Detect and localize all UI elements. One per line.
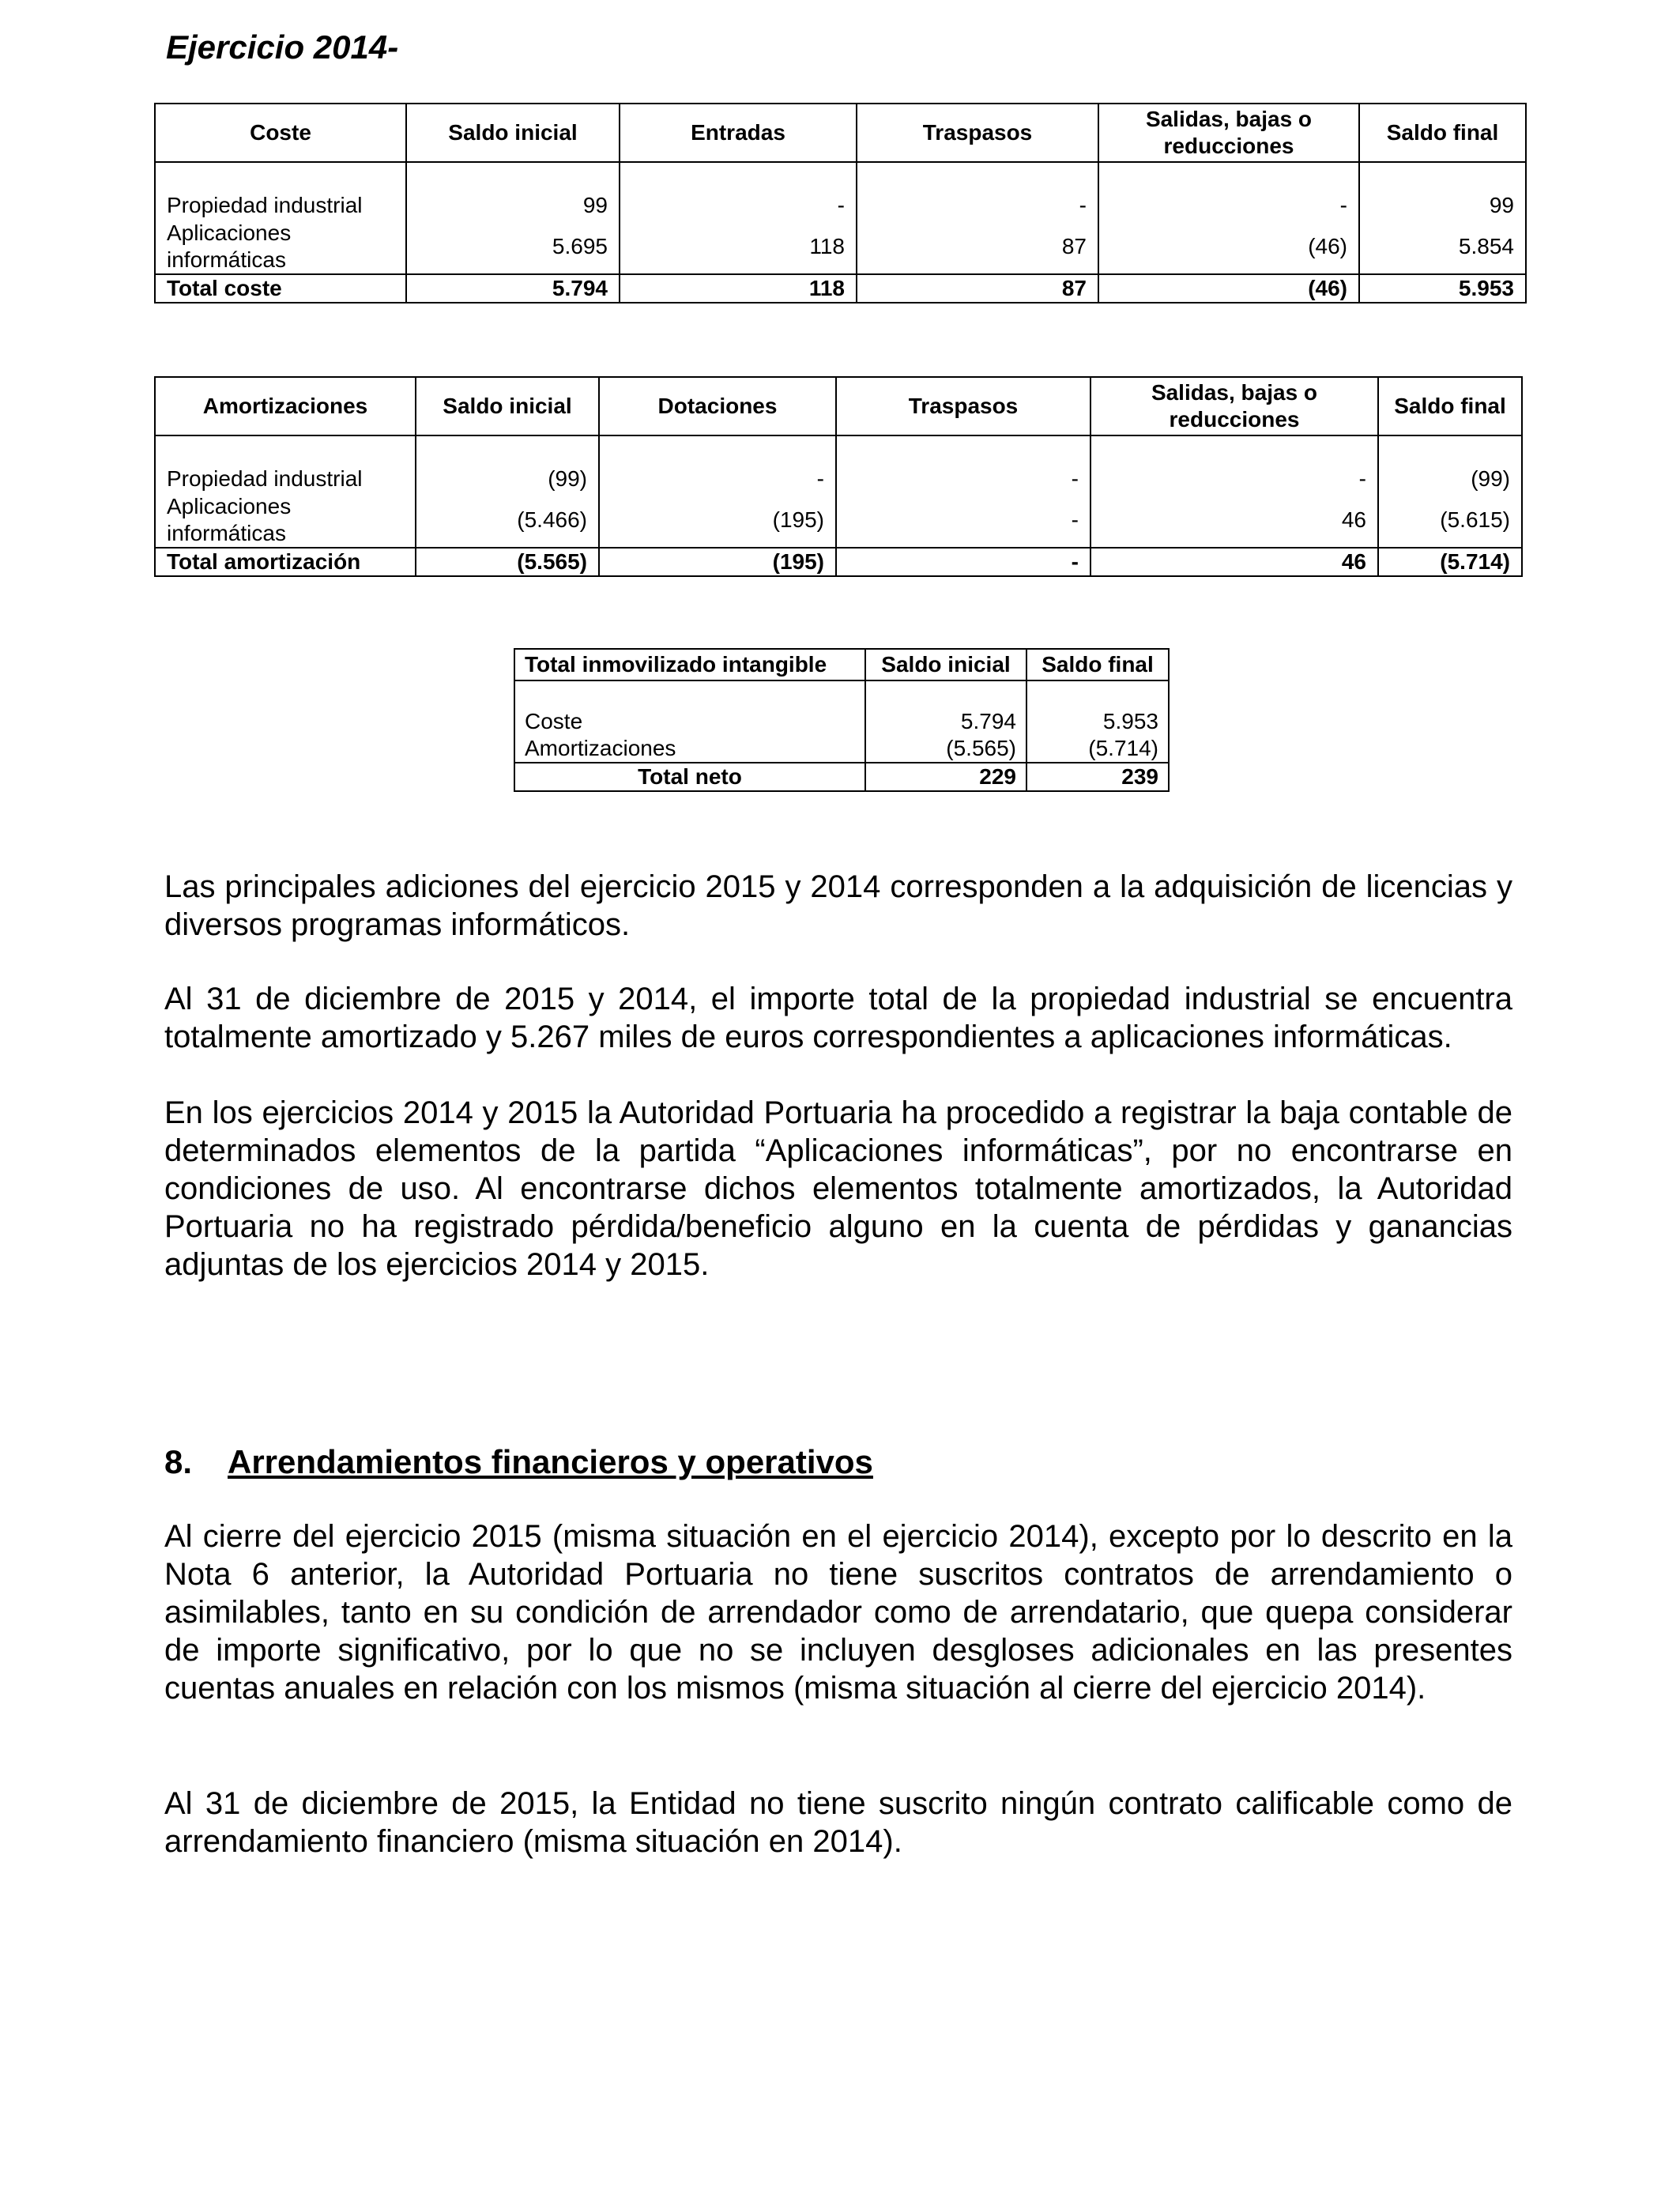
table-cell: (5.714) bbox=[1026, 735, 1169, 763]
table-cell: 5.794 bbox=[406, 274, 620, 303]
table-row bbox=[514, 735, 1169, 763]
paragraph: Al cierre del ejercicio 2015 (misma situación en el ejercicio 2014), excepto por lo descrito en la Nota 6 anterior, la Autoridad Portuaria no tiene suscritos contratos de arrendamiento o asimilables, tanto en su condición de arrendador como de arrendatario, que quepa considerar de importe significativo, por lo que no se incluyen desgloses adicionales en las presentes cuentas anuales en relación con los mismos (misma situación al cierre del ejercicio 2014). bbox=[164, 1519, 1512, 1706]
table-cell: 5.854 bbox=[1359, 220, 1526, 274]
row-label: Propiedad industrial bbox=[155, 191, 406, 220]
table-cell: 5.794 bbox=[865, 708, 1026, 735]
summary-table bbox=[514, 648, 1170, 792]
table-cell: (5.615) bbox=[1378, 493, 1522, 548]
column-header: Saldo final bbox=[1359, 104, 1526, 162]
column-header: Amortizaciones bbox=[155, 377, 416, 435]
column-header: Saldo inicial bbox=[865, 649, 1026, 680]
table-cell: - bbox=[857, 191, 1098, 220]
table-cell: - bbox=[836, 493, 1090, 548]
table-row bbox=[155, 493, 1522, 548]
row-label: Total amortización bbox=[155, 548, 416, 576]
column-header: Dotaciones bbox=[599, 377, 836, 435]
section-number: 8. bbox=[164, 1443, 193, 1480]
column-header: Saldo final bbox=[1378, 377, 1522, 435]
row-label: Total coste bbox=[155, 274, 406, 303]
table-cell: 99 bbox=[406, 191, 620, 220]
column-header: Saldo final bbox=[1026, 649, 1169, 680]
table-cell: (99) bbox=[416, 465, 599, 493]
column-header: Salidas, bajas o reducciones bbox=[1098, 104, 1359, 162]
table-cell: (5.565) bbox=[416, 548, 599, 576]
row-label: Amortizaciones bbox=[514, 735, 865, 763]
table-cell: (46) bbox=[1098, 274, 1359, 303]
page-heading: Ejercicio 2014- bbox=[166, 28, 399, 66]
paragraph: Al 31 de diciembre de 2015 y 2014, el importe total de la propiedad industrial se encuentra totalmente amortizado y 5.267 miles de euros correspondientes a aplicaciones informáticas. bbox=[164, 982, 1512, 1054]
table-cell: 5.953 bbox=[1026, 708, 1169, 735]
amortization-table bbox=[154, 376, 1523, 577]
column-header: Coste bbox=[155, 104, 406, 162]
table-header-row bbox=[514, 649, 1169, 680]
row-label: Coste bbox=[514, 708, 865, 735]
table-cell: 5.695 bbox=[406, 220, 620, 274]
table-header-row bbox=[155, 104, 1526, 162]
table-cell: - bbox=[836, 465, 1090, 493]
column-header: Salidas, bajas o reducciones bbox=[1090, 377, 1378, 435]
column-header: Traspasos bbox=[857, 104, 1098, 162]
table-cell: 229 bbox=[865, 763, 1026, 791]
table-cell: 87 bbox=[857, 274, 1098, 303]
table-cell: - bbox=[1090, 465, 1378, 493]
table-cell: (5.565) bbox=[865, 735, 1026, 763]
section-heading bbox=[164, 1443, 873, 1481]
table-cell: (99) bbox=[1378, 465, 1522, 493]
column-header: Saldo inicial bbox=[406, 104, 620, 162]
section-title: Arrendamientos financieros y operativos bbox=[228, 1443, 873, 1480]
table-cell: - bbox=[620, 191, 857, 220]
table-cell: 118 bbox=[620, 220, 857, 274]
table-cell: (195) bbox=[599, 493, 836, 548]
total-row bbox=[155, 274, 1526, 303]
table-cell: - bbox=[1098, 191, 1359, 220]
column-header: Entradas bbox=[620, 104, 857, 162]
table-cell: 46 bbox=[1090, 548, 1378, 576]
table-cell: - bbox=[599, 465, 836, 493]
table-cell: (5.714) bbox=[1378, 548, 1522, 576]
table-cell: (5.466) bbox=[416, 493, 599, 548]
column-header: Saldo inicial bbox=[416, 377, 599, 435]
table-cell: (195) bbox=[599, 548, 836, 576]
table-cell: 99 bbox=[1359, 191, 1526, 220]
total-row bbox=[514, 763, 1169, 791]
table-cell: (46) bbox=[1098, 220, 1359, 274]
paragraph: En los ejercicios 2014 y 2015 la Autoridad Portuaria ha procedido a registrar la baja contable de determinados elementos de la partida “Aplicaciones informáticas”, por no encontrarse en condiciones de uso. Al encontrarse dichos elementos totalmente amortizados, la Autoridad Portuaria no ha registrado pérdida/beneficio alguno en la cuenta de pérdidas y ganancias adjuntas de los ejercicios 2014 y 2015. bbox=[164, 1095, 1512, 1282]
column-header: Total inmovilizado intangible bbox=[514, 649, 865, 680]
paragraph: Las principales adiciones del ejercicio 2015 y 2014 corresponden a la adquisición de licencias y diversos programas informáticos. bbox=[164, 869, 1512, 942]
row-label: Propiedad industrial bbox=[155, 465, 416, 493]
total-row bbox=[155, 548, 1522, 576]
table-header-row bbox=[155, 377, 1522, 435]
table-cell: 87 bbox=[857, 220, 1098, 274]
table-cell: 46 bbox=[1090, 493, 1378, 548]
cost-table bbox=[154, 103, 1527, 303]
table-cell: 5.953 bbox=[1359, 274, 1526, 303]
table-row bbox=[155, 465, 1522, 493]
row-label: Total neto bbox=[514, 763, 865, 791]
row-label: Aplicaciones informáticas bbox=[155, 220, 406, 274]
column-header: Traspasos bbox=[836, 377, 1090, 435]
table-row bbox=[514, 708, 1169, 735]
table-row bbox=[155, 191, 1526, 220]
table-cell: - bbox=[836, 548, 1090, 576]
table-row bbox=[155, 220, 1526, 274]
table-cell: 118 bbox=[620, 274, 857, 303]
table-cell: 239 bbox=[1026, 763, 1169, 791]
paragraph: Al 31 de diciembre de 2015, la Entidad no tiene suscrito ningún contrato calificable como de arrendamiento financiero (misma situación en 2014). bbox=[164, 1786, 1512, 1859]
row-label: Aplicaciones informáticas bbox=[155, 493, 416, 548]
